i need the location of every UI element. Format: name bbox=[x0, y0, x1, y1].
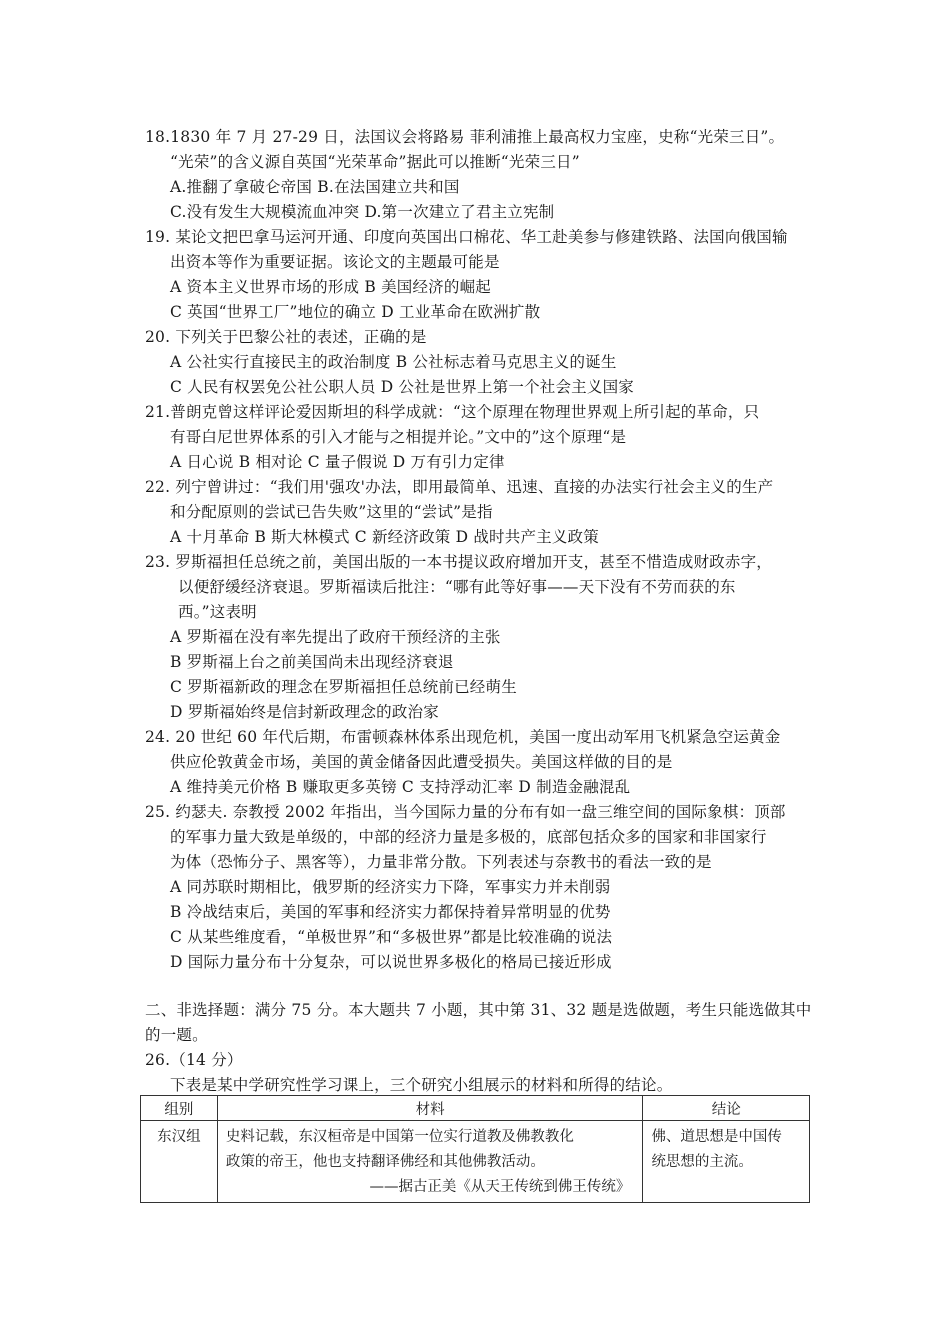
q24-stem-line-1: 24. 20 世纪 60 年代后期，布雷顿森林体系出现危机，美国一度出动军用飞机紧急空运黄金 bbox=[145, 728, 781, 746]
section2-heading-line-2: 的一题。 bbox=[145, 1026, 208, 1044]
q18-stem-line-2: “光荣”的含义源自英国“光荣革命”据此可以推断“光荣三日” bbox=[170, 153, 580, 171]
q25-option-c: C 从某些维度看，“单极世界”和“多极世界”都是比较准确的说法 bbox=[170, 928, 613, 946]
cell-conclusion bbox=[643, 1121, 810, 1203]
q26-table bbox=[140, 1095, 810, 1203]
material-source: ——据古正美《从天王传统到佛王传统》 bbox=[369, 1179, 631, 1195]
q25-option-d: D 国际力量分布十分复杂，可以说世界多极化的格局已接近形成 bbox=[170, 953, 612, 971]
column-header-material: 材料 bbox=[217, 1096, 643, 1121]
cell-group bbox=[141, 1121, 218, 1203]
q26-header: 26.（14 分） bbox=[145, 1051, 243, 1069]
q21-stem-line-1: 21.普朗克曾这样评论爱因斯坦的科学成就：“这个原理在物理世界观上所引起的革命，只 bbox=[145, 403, 760, 421]
q19-stem-line-1: 19. 某论文把巴拿马运河开通、印度向英国出口棉花、华工赴美参与修建铁路、法国向俄国输 bbox=[145, 228, 788, 246]
q21-options: A 日心说 B 相对论 C 量子假说 D 万有引力定律 bbox=[170, 453, 505, 471]
q18-options-ab: A.推翻了拿破仑帝国 B.在法国建立共和国 bbox=[170, 178, 460, 196]
q20-stem-line-1: 20. 下列关于巴黎公社的表述，正确的是 bbox=[145, 328, 427, 346]
table-row bbox=[141, 1121, 810, 1203]
q23-option-d: D 罗斯福始终是信封新政理念的政治家 bbox=[170, 703, 439, 721]
q19-options-cd: C 英国“世界工厂”地位的确立 D 工业革命在欧洲扩散 bbox=[170, 303, 541, 321]
q25-stem-line-2: 的军事力量大致是单级的，中部的经济力量是多极的，底部包括众多的国家和非国家行 bbox=[170, 828, 767, 846]
q21-stem-line-2: 有哥白尼世界体系的引入才能与之相提并论。”文中的”这个原理“是 bbox=[170, 428, 627, 446]
group-name: 东汉组 bbox=[157, 1129, 201, 1145]
q22-stem-line-1: 22. 列宁曾讲过：“我们用'强攻'办法，即用最简单、迅速、直接的办法实行社会主义的生产 bbox=[145, 478, 774, 496]
conclusion-line-2: 统思想的主流。 bbox=[651, 1154, 753, 1170]
column-header-group: 组别 bbox=[141, 1096, 218, 1121]
q23-stem-line-1: 23. 罗斯福担任总统之前，美国出版的一本书提议政府增加开支，甚至不惜造成财政赤字， bbox=[145, 553, 772, 571]
column-header-conclusion: 结论 bbox=[643, 1096, 810, 1121]
q20-options-cd: C 人民有权罢免公社公职人员 D 公社是世界上第一个社会主义国家 bbox=[170, 378, 634, 396]
q25-stem-line-3: 为体（恐怖分子、黑客等），力量非常分散。下列表述与奈教书的看法一致的是 bbox=[170, 853, 712, 871]
q22-stem-line-2: 和分配原则的尝试已告失败”这里的“尝试”是指 bbox=[170, 503, 493, 521]
material-line-1: 史料记载，东汉桓帝是中国第一位实行道教及佛教教化 bbox=[225, 1129, 574, 1145]
q25-stem-line-1: 25. 约瑟夫. 奈教授 2002 年指出，当今国际力量的分布有如一盘三维空间的国际象棋：顶部 bbox=[145, 803, 786, 821]
table-header-row bbox=[141, 1096, 810, 1121]
q24-stem-line-2: 供应伦敦黄金市场，美国的黄金储备因此遭受损失。美国这样做的目的是 bbox=[170, 753, 673, 771]
q26-intro: 下表是某中学研究性学习课上，三个研究小组展示的材料和所得的结论。 bbox=[170, 1076, 673, 1094]
q23-option-b: B 罗斯福上台之前美国尚未出现经济衰退 bbox=[170, 653, 454, 671]
conclusion-line-1: 佛、道思想是中国传 bbox=[651, 1129, 782, 1145]
q19-stem-line-2: 出资本等作为重要证据。该论文的主题最可能是 bbox=[170, 253, 500, 271]
q25-option-b: B 冷战结束后，美国的军事和经济实力都保持着异常明显的优势 bbox=[170, 903, 611, 921]
q18-options-cd: C.没有发生大规模流血冲突 D.第一次建立了君主立宪制 bbox=[170, 203, 555, 221]
q18-stem-line-1: 18.1830 年 7 月 27-29 日，法国议会将路易 菲利浦推上最高权力宝座，史称“光荣三日”。 bbox=[145, 128, 785, 146]
q19-options-ab: A 资本主义世界市场的形成 B 美国经济的崛起 bbox=[170, 278, 491, 296]
material-line-2: 政策的帝王，他也支持翻译佛经和其他佛教活动。 bbox=[225, 1154, 545, 1170]
cell-material bbox=[217, 1121, 643, 1203]
q23-option-c: C 罗斯福新政的理念在罗斯福担任总统前已经萌生 bbox=[170, 678, 517, 696]
q22-options: A 十月革命 B 斯大林模式 C 新经济政策 D 战时共产主义政策 bbox=[170, 528, 599, 546]
q20-options-ab: A 公社实行直接民主的政治制度 B 公社标志着马克思主义的诞生 bbox=[170, 353, 617, 371]
q24-options: A 维持美元价格 B 赚取更多英镑 C 支持浮动汇率 D 制造金融混乱 bbox=[170, 778, 631, 796]
q23-option-a: A 罗斯福在没有率先提出了政府干预经济的主张 bbox=[170, 628, 501, 646]
q23-stem-line-3: 西。”这表明 bbox=[178, 603, 257, 621]
q25-option-a: A 同苏联时期相比，俄罗斯的经济实力下降，军事实力并未削弱 bbox=[170, 878, 611, 896]
q23-stem-line-2: 以便舒缓经济衰退。罗斯福读后批注：“哪有此等好事——天下没有不劳而获的东 bbox=[178, 578, 736, 596]
section2-heading-line-1: 二、非选择题：满分 75 分。本大题共 7 小题，其中第 31、32 题是选做题，考生只能选做其中 bbox=[145, 1001, 812, 1019]
